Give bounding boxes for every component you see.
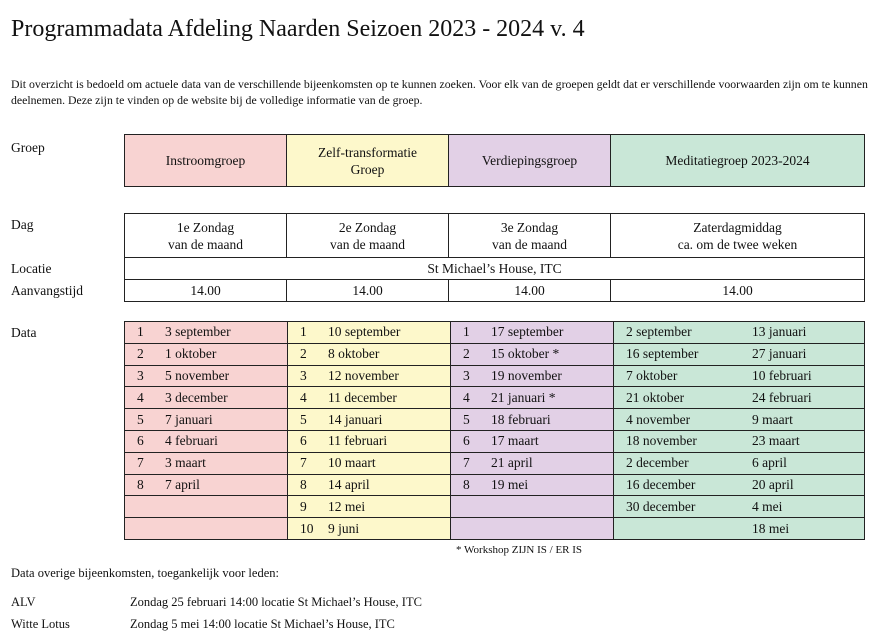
session-number-cell: 2 bbox=[288, 343, 329, 365]
session-date-cell: 4 november bbox=[614, 409, 741, 431]
table-row bbox=[125, 387, 865, 409]
session-date-cell: 20 april bbox=[740, 474, 865, 496]
session-number-cell bbox=[125, 496, 166, 518]
dates-table bbox=[124, 321, 865, 540]
day-line2: ca. om de twee weken bbox=[677, 236, 798, 252]
session-number-cell: 8 bbox=[288, 474, 329, 496]
session-date-cell: 21 januari * bbox=[491, 387, 614, 409]
session-number-cell: 3 bbox=[288, 365, 329, 387]
session-date-cell: 3 september bbox=[165, 322, 288, 344]
intro-text: Dit overzicht is bedoeld om actuele data van de verschillende bijeenkomsten op te kunnen zoeken. Voor elk van de groepen geldt dat er verschillende voorwaarden zijn om te kunnen deelnemen. Deze zijn te vinden op de website bij de volledige informatie van de groep. bbox=[11, 77, 868, 107]
session-date-cell: 21 oktober bbox=[614, 387, 741, 409]
table-row bbox=[125, 474, 865, 496]
session-date-cell: 3 december bbox=[165, 387, 288, 409]
session-date-cell: 7 april bbox=[165, 474, 288, 496]
label-locatie: Locatie bbox=[11, 261, 52, 276]
session-date-cell: 7 oktober bbox=[614, 365, 741, 387]
session-number-cell: 2 bbox=[125, 343, 166, 365]
day-cell-verdieping bbox=[448, 213, 611, 258]
day-line2: van de maand bbox=[492, 236, 567, 252]
session-number-cell: 5 bbox=[451, 409, 492, 431]
session-date-cell: 23 maart bbox=[740, 430, 865, 452]
session-number-cell: 3 bbox=[451, 365, 492, 387]
page-title: Programmadata Afdeling Naarden Seizoen 2023 - 2024 v. 4 bbox=[11, 16, 585, 42]
session-date-cell bbox=[491, 496, 614, 518]
session-number-cell: 7 bbox=[288, 452, 329, 474]
group-header-line2: Groep bbox=[350, 161, 385, 177]
session-number-cell: 2 bbox=[451, 343, 492, 365]
session-number-cell: 6 bbox=[125, 430, 166, 452]
session-date-cell: 27 januari bbox=[740, 343, 865, 365]
session-date-cell: 24 februari bbox=[740, 387, 865, 409]
group-header-instroom: Instroomgroep bbox=[124, 134, 287, 187]
session-number-cell: 4 bbox=[288, 387, 329, 409]
session-number-cell bbox=[125, 518, 166, 540]
table-row bbox=[125, 343, 865, 365]
event-desc-alv: Zondag 25 februari 14:00 locatie St Michael’s House, ITC bbox=[130, 595, 422, 609]
event-name-alv: ALV bbox=[11, 595, 36, 609]
session-number-cell: 9 bbox=[288, 496, 329, 518]
table-row bbox=[125, 452, 865, 474]
day-line1: 3e Zondag bbox=[500, 219, 559, 235]
session-date-cell: 7 januari bbox=[165, 409, 288, 431]
session-number-cell: 1 bbox=[288, 322, 329, 344]
table-row bbox=[125, 365, 865, 387]
session-date-cell: 3 maart bbox=[165, 452, 288, 474]
session-number-cell: 8 bbox=[451, 474, 492, 496]
session-date-cell bbox=[165, 496, 288, 518]
session-date-cell: 13 januari bbox=[740, 322, 865, 344]
label-groep: Groep bbox=[11, 140, 45, 155]
session-date-cell: 14 januari bbox=[328, 409, 451, 431]
table-row bbox=[125, 409, 865, 431]
session-number-cell bbox=[451, 518, 492, 540]
label-dag: Dag bbox=[11, 217, 34, 232]
session-number-cell: 1 bbox=[125, 322, 166, 344]
table-row bbox=[125, 518, 865, 540]
session-date-cell: 18 februari bbox=[491, 409, 614, 431]
session-date-cell: 11 februari bbox=[328, 430, 451, 452]
session-number-cell: 8 bbox=[125, 474, 166, 496]
session-date-cell: 9 maart bbox=[740, 409, 865, 431]
session-number-cell: 10 bbox=[288, 518, 329, 540]
label-aanvangstijd: Aanvangstijd bbox=[11, 283, 83, 298]
session-date-cell: 16 december bbox=[614, 474, 741, 496]
session-date-cell: 12 november bbox=[328, 365, 451, 387]
session-number-cell: 7 bbox=[451, 452, 492, 474]
session-date-cell: 1 oktober bbox=[165, 343, 288, 365]
session-number-cell bbox=[451, 496, 492, 518]
session-date-cell: 21 april bbox=[491, 452, 614, 474]
event-desc-witte-lotus: Zondag 5 mei 14:00 locatie St Michael’s House, ITC bbox=[130, 617, 395, 631]
table-row bbox=[125, 496, 865, 518]
session-date-cell: 12 mei bbox=[328, 496, 451, 518]
session-date-cell: 4 mei bbox=[740, 496, 865, 518]
other-events-heading: Data overige bijeenkomsten, toegankelijk voor leden: bbox=[11, 566, 279, 580]
session-date-cell: 2 december bbox=[614, 452, 741, 474]
session-date-cell: 10 maart bbox=[328, 452, 451, 474]
session-date-cell: 10 februari bbox=[740, 365, 865, 387]
session-date-cell: 18 november bbox=[614, 430, 741, 452]
session-date-cell: 9 juni bbox=[328, 518, 451, 540]
event-name-witte-lotus: Witte Lotus bbox=[11, 617, 70, 631]
group-header-line1: Zelf-transformatie bbox=[318, 144, 417, 160]
session-number-cell: 3 bbox=[125, 365, 166, 387]
session-date-cell bbox=[614, 518, 741, 540]
location-cell: St Michael’s House, ITC bbox=[124, 257, 865, 280]
session-date-cell: 19 mei bbox=[491, 474, 614, 496]
session-date-cell bbox=[491, 518, 614, 540]
session-number-cell: 6 bbox=[451, 430, 492, 452]
session-date-cell: 5 november bbox=[165, 365, 288, 387]
session-date-cell: 2 september bbox=[614, 322, 741, 344]
session-date-cell: 18 mei bbox=[740, 518, 865, 540]
session-number-cell: 7 bbox=[125, 452, 166, 474]
time-cell-meditatie: 14.00 bbox=[610, 279, 865, 302]
session-date-cell: 15 oktober * bbox=[491, 343, 614, 365]
session-date-cell: 8 oktober bbox=[328, 343, 451, 365]
session-date-cell: 17 maart bbox=[491, 430, 614, 452]
footnote: * Workshop ZIJN IS / ER IS bbox=[456, 544, 583, 556]
session-date-cell: 14 april bbox=[328, 474, 451, 496]
day-cell-instroom bbox=[124, 213, 287, 258]
session-number-cell: 4 bbox=[451, 387, 492, 409]
label-data: Data bbox=[11, 325, 37, 340]
session-number-cell: 6 bbox=[288, 430, 329, 452]
day-cell-zelftransformatie bbox=[286, 213, 449, 258]
session-number-cell: 4 bbox=[125, 387, 166, 409]
day-line2: van de maand bbox=[168, 236, 243, 252]
session-date-cell: 30 december bbox=[614, 496, 741, 518]
session-date-cell: 17 september bbox=[491, 322, 614, 344]
session-number-cell: 5 bbox=[125, 409, 166, 431]
group-header-meditatie: Meditatiegroep 2023-2024 bbox=[610, 134, 865, 187]
session-date-cell: 6 april bbox=[740, 452, 865, 474]
day-line1: 1e Zondag bbox=[176, 219, 235, 235]
session-date-cell: 16 september bbox=[614, 343, 741, 365]
session-number-cell: 5 bbox=[288, 409, 329, 431]
time-cell-verdieping: 14.00 bbox=[448, 279, 611, 302]
session-date-cell: 10 september bbox=[328, 322, 451, 344]
day-cell-meditatie bbox=[610, 213, 865, 258]
session-date-cell: 4 februari bbox=[165, 430, 288, 452]
session-date-cell bbox=[165, 518, 288, 540]
session-number-cell: 1 bbox=[451, 322, 492, 344]
table-row bbox=[125, 430, 865, 452]
day-line1: Zaterdagmiddag bbox=[693, 219, 782, 235]
time-cell-instroom: 14.00 bbox=[124, 279, 287, 302]
group-header-verdieping: Verdiepingsgroep bbox=[448, 134, 611, 187]
session-date-cell: 11 december bbox=[328, 387, 451, 409]
session-date-cell: 19 november bbox=[491, 365, 614, 387]
day-line1: 2e Zondag bbox=[338, 219, 397, 235]
group-header-zelftransformatie bbox=[286, 134, 449, 187]
time-cell-zelftransformatie: 14.00 bbox=[286, 279, 449, 302]
table-row bbox=[125, 322, 865, 344]
day-line2: van de maand bbox=[330, 236, 405, 252]
